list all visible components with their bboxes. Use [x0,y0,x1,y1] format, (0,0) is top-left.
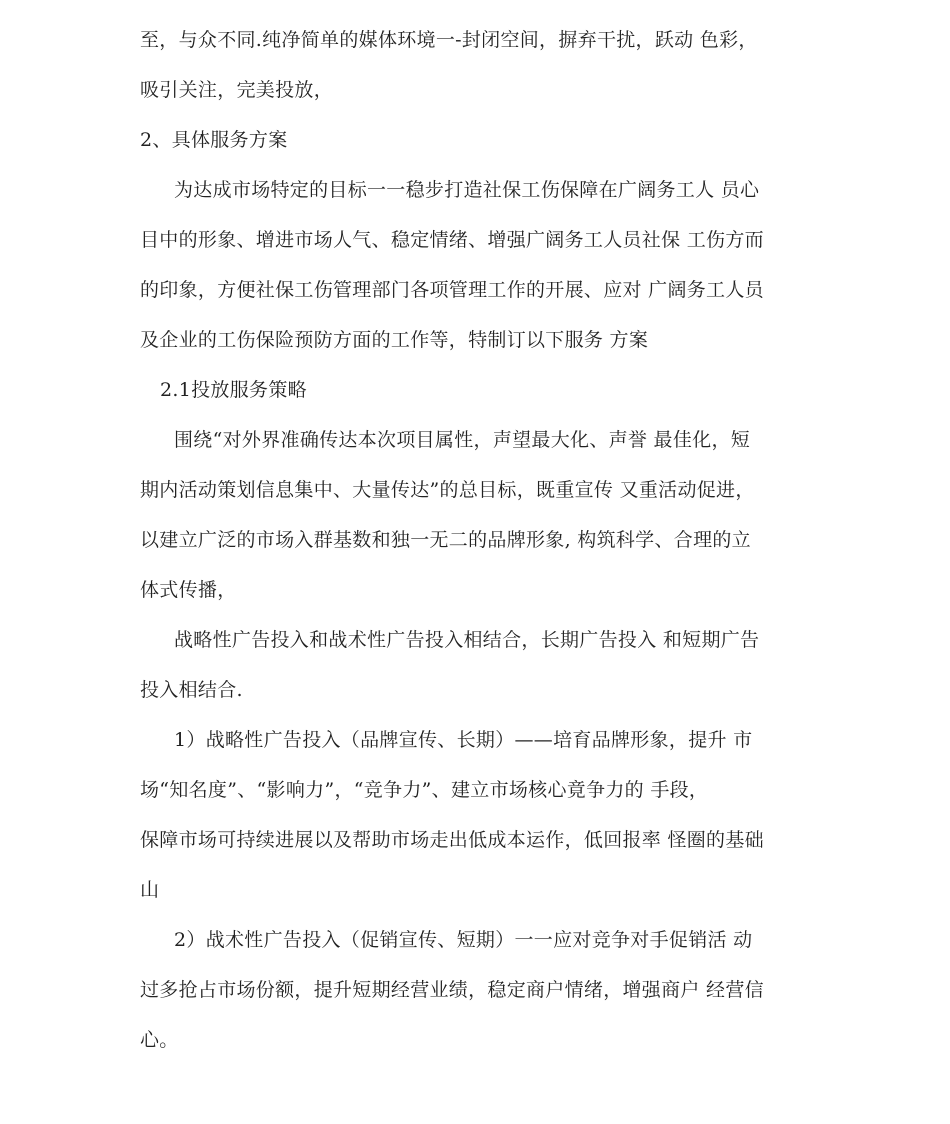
paragraph-line: 山 [140,879,160,901]
paragraph-line: 战略性广告投入和战术性广告投入相结合，长期广告投入 和短期广告 [174,629,760,651]
paragraph-line: 吸引关注，完美投放， [140,79,334,101]
paragraph-line: 体式传播， [140,579,237,601]
paragraph-line: 2）战术性广告投入（促销宣传、短期）一一应对竞争对手促销活 动 [174,929,753,951]
paragraph-line: 至，与众不同.纯净简单的媒体环境一-封闭空间，摒弃干扰，跃动 色彩， [140,29,758,51]
paragraph-line: 过多抢占市场份额，提升短期经营业绩，稳定商户情绪，增强商户 经营信 [140,979,764,1001]
paragraph-line: 1）战略性广告投入（品牌宣传、长期）——培育品牌形象，提升 市 [174,729,753,751]
paragraph-line: 为达成市场特定的目标一一稳步打造社保工伤保障在广阔务工人 员心 [174,179,760,201]
paragraph-line: 投入相结合. [140,679,243,701]
paragraph-line: 期内活动策划信息集中、大量传达”的总目标，既重宣传 又重活动促进， [140,479,755,501]
paragraph-line: 心。 [140,1029,179,1051]
subsection-heading: 2.1投放服务策略 [160,379,307,401]
paragraph-line: 保障市场可持续进展以及帮助市场走出低成本运作，低回报率 怪圈的基础 [140,829,764,851]
paragraph-line: 及企业的工伤保险预防方面的工作等，特制订以下服务 方案 [140,329,649,351]
paragraph-line: 的印象，方便社保工伤管理部门各项管理工作的开展、应对 广阔务工人员 [140,279,764,301]
paragraph-line: 以建立广泛的市场入群基数和独一无二的品牌形象, 构筑科学、合理的立 [140,529,751,551]
section-heading: 2、具体服务方案 [140,129,288,151]
paragraph-line: 目中的形象、增进市场人气、稳定情绪、增强广阔务工人员社保 工伤方而 [140,229,764,251]
paragraph-line: 围绕“对外界准确传达本次项目属性，声望最大化、声誉 最佳化，短 [174,429,751,451]
paragraph-line: 场“知名度”、“影响力”，“竞争力”、建立市场核心竟争力的 手段， [140,779,709,801]
